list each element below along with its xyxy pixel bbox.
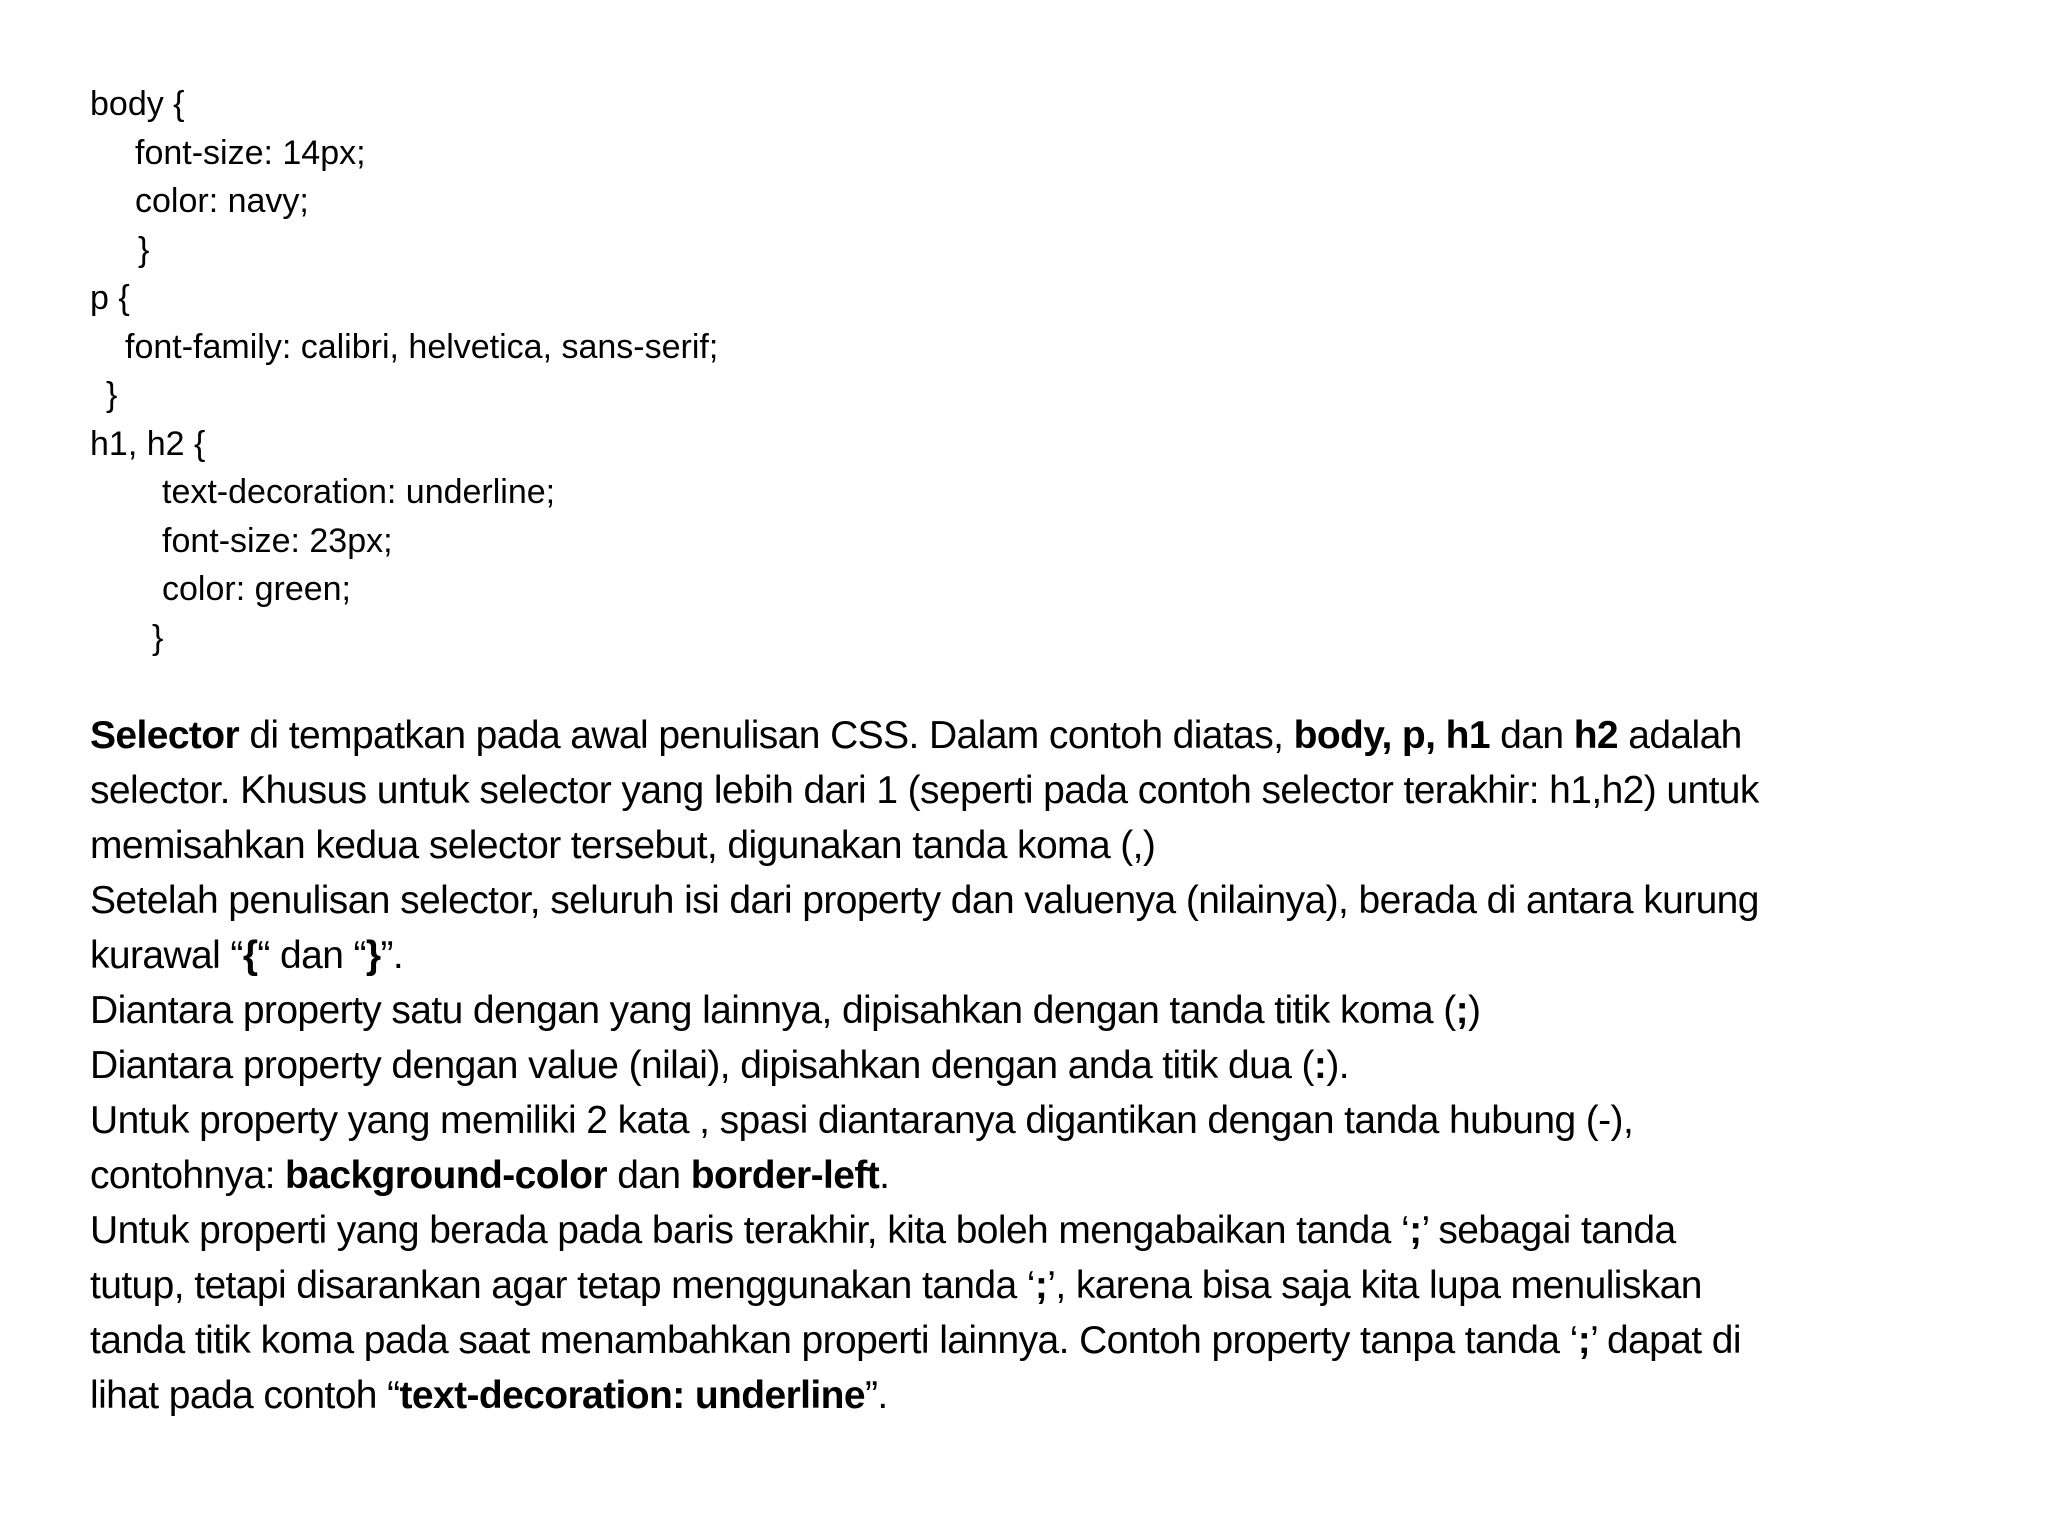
code-line-text: }: [152, 618, 164, 657]
bold-text: {: [242, 934, 258, 977]
code-line: [90, 177, 1490, 226]
bold-text: ;: [1409, 1209, 1422, 1252]
paragraph-line: [90, 763, 1990, 818]
paragraph-line: [90, 708, 1990, 763]
paragraph-line: [90, 1038, 1990, 1093]
code-line-text: }: [138, 230, 150, 269]
text-run: Diantara property satu dengan yang lainnya, dipisahkan dengan tanda titik koma (: [90, 989, 1456, 1032]
text-run: ’ dapat di: [1590, 1319, 1741, 1362]
text-run: Setelah penulisan selector, seluruh isi dari property dan valuenya (nilainya), berada di antara kurung: [90, 879, 1759, 922]
paragraph-line: [90, 1093, 1990, 1148]
bold-text: background-color: [285, 1154, 607, 1197]
paragraph-line: [90, 928, 1990, 983]
text-run: ).: [1326, 1044, 1349, 1087]
bold-text: border-left: [690, 1154, 880, 1197]
text-run: ): [1467, 989, 1481, 1032]
paragraph-line: [90, 1368, 1990, 1423]
code-line: [90, 614, 1490, 663]
code-line-text: font-family: calibri, helvetica, sans-serif;: [125, 327, 719, 366]
text-run: ’, karena bisa saja kita lupa menuliskan: [1047, 1264, 1702, 1307]
text-run: Diantara property dengan value (nilai), dipisahkan dengan anda titik dua (: [90, 1044, 1314, 1087]
text-run: tutup, tetapi disarankan agar tetap menggunakan tanda ‘: [90, 1264, 1035, 1307]
explanation-text: [90, 708, 1990, 1423]
bold-text: Selector: [90, 714, 240, 757]
code-line-text: color: navy;: [135, 182, 309, 220]
code-line: [90, 129, 1490, 178]
text-run: ”.: [380, 934, 404, 977]
paragraph-line: [90, 1313, 1990, 1368]
paragraph-line: [90, 1258, 1990, 1313]
code-line: [90, 565, 1490, 614]
paragraph-line: [90, 1148, 1990, 1203]
text-run: .: [879, 1154, 890, 1197]
bold-text: :: [1313, 1044, 1327, 1087]
code-line: [90, 80, 1490, 129]
text-run: dan: [1489, 714, 1574, 757]
code-line: [90, 517, 1490, 566]
code-line-text: font-size: 14px;: [135, 133, 366, 172]
code-line-text: }: [106, 376, 118, 414]
code-line-text: h1, h2 {: [90, 424, 206, 463]
css-code-example: [90, 80, 1490, 662]
paragraph-line: [90, 1203, 1990, 1258]
text-run: selector. Khusus untuk selector yang lebih dari 1 (seperti pada contoh selector terakhir: h1,h2) untuk: [90, 769, 1759, 812]
code-line: [90, 274, 1490, 323]
text-run: adalah: [1618, 714, 1742, 757]
text-run: memisahkan kedua selector tersebut, digunakan tanda koma (,): [90, 824, 1156, 867]
code-line-text: body {: [90, 85, 185, 123]
bold-text: }: [365, 934, 381, 977]
paragraph-line: [90, 818, 1990, 873]
code-line-text: color: green;: [162, 570, 351, 608]
text-run: ”.: [864, 1374, 888, 1417]
code-line: [90, 420, 1490, 469]
code-line-text: text-decoration: underline;: [162, 473, 556, 511]
bold-text: text-decoration: underline: [399, 1374, 865, 1417]
code-line-text: font-size: 23px;: [162, 521, 393, 560]
code-line-text: p {: [90, 279, 130, 317]
bold-text: h2: [1573, 714, 1619, 757]
code-line: [90, 226, 1490, 275]
text-run: “ dan “: [257, 934, 366, 977]
text-run: contohnya:: [90, 1154, 286, 1197]
text-run: Untuk property yang memiliki 2 kata , spasi diantaranya digantikan dengan tanda hubung (-),: [90, 1099, 1634, 1142]
paragraph-line: [90, 873, 1990, 928]
bold-text: ;: [1034, 1264, 1048, 1307]
code-line: [90, 468, 1490, 517]
code-line: [90, 323, 1490, 372]
bold-text: ;: [1455, 989, 1468, 1032]
bold-text: body, p, h1: [1293, 714, 1490, 757]
code-line: [90, 371, 1490, 420]
paragraph-line: [90, 983, 1990, 1038]
text-run: Untuk properti yang berada pada baris terakhir, kita boleh mengabaikan tanda ‘: [90, 1209, 1410, 1252]
text-run: di tempatkan pada awal penulisan CSS. Dalam contoh diatas,: [239, 714, 1294, 757]
text-run: ’ sebagai tanda: [1421, 1209, 1676, 1252]
text-run: tanda titik koma pada saat menambahkan properti lainnya. Contoh property tanpa tanda ‘: [90, 1319, 1578, 1362]
text-run: lihat pada contoh “: [90, 1374, 400, 1417]
bold-text: ;: [1577, 1319, 1591, 1362]
text-run: kurawal “: [90, 934, 243, 977]
text-run: dan: [606, 1154, 691, 1197]
